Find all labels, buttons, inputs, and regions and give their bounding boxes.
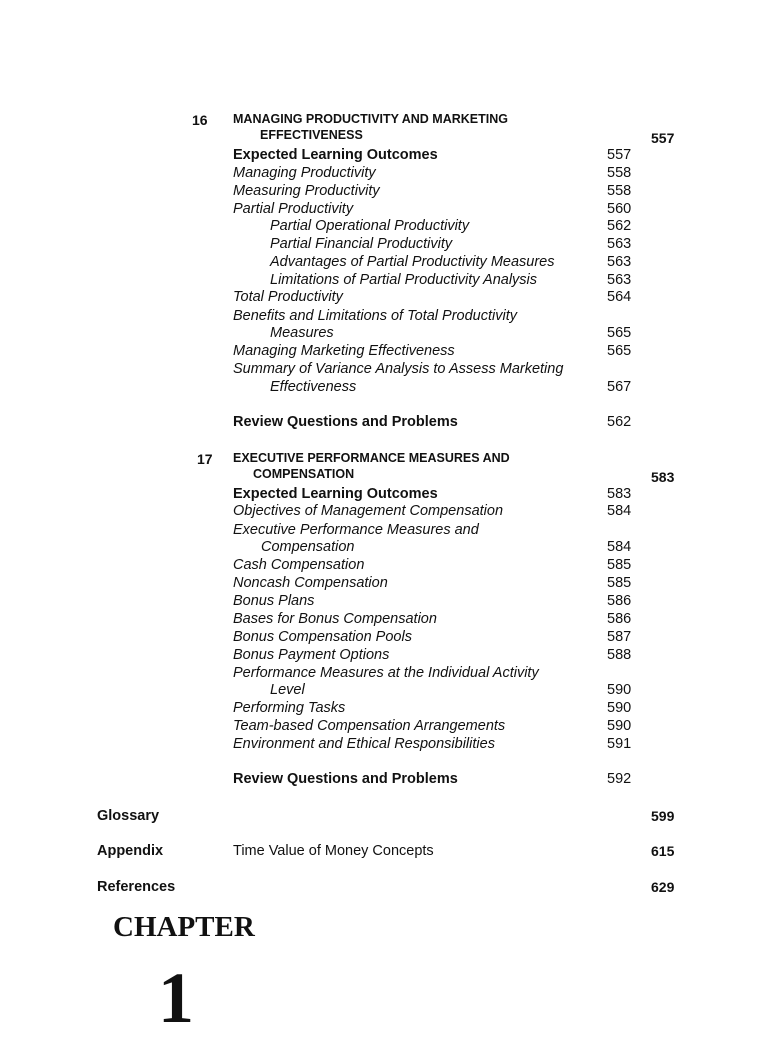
ch16-expected-learning-outcomes-page: 557 [607, 147, 632, 163]
ch16-entry: Partial Productivity [233, 201, 354, 217]
ch17-entry-page: 588 [607, 647, 632, 663]
ch16-review-questions: Review Questions and Problems [233, 414, 458, 430]
ch16-entry: Total Productivity [233, 289, 343, 305]
ch16-subentry: Effectiveness [270, 379, 357, 395]
ch17-entry-page: 586 [607, 611, 632, 627]
chapter-16-number: 16 [192, 112, 208, 128]
ch16-subentry: Limitations of Partial Productivity Analysis [270, 272, 538, 288]
ch16-entry-page: 567 [607, 379, 632, 395]
ch17-entry-page: 587 [607, 629, 632, 645]
ch17-entry-page: 586 [607, 593, 632, 609]
ch17-entry: Bonus Payment Options [233, 647, 390, 663]
glossary-page: 599 [651, 808, 675, 824]
chapter-17-title-line1: EXECUTIVE PERFORMANCE MEASURES AND [233, 451, 510, 465]
ch16-subentry: Advantages of Partial Productivity Measures [270, 254, 555, 270]
ch16-entry: Summary of Variance Analysis to Assess Marketing [233, 361, 564, 377]
ch17-entry-page: 584 [607, 503, 632, 519]
ch17-expected-learning-outcomes: Expected Learning Outcomes [233, 486, 438, 502]
ch16-entry-page: 565 [607, 325, 632, 341]
ch16-entry-page: 562 [607, 218, 632, 234]
ch17-entry: Performing Tasks [233, 700, 346, 716]
ch17-entry: Executive Performance Measures and [233, 522, 479, 538]
ch17-entry: Bonus Plans [233, 593, 315, 609]
ch17-entry-page: 584 [607, 539, 632, 555]
chapter-16-title-line1: MANAGING PRODUCTIVITY AND MARKETING [233, 112, 508, 126]
glossary-label: Glossary [97, 808, 160, 824]
ch16-entry-page: 563 [607, 272, 632, 288]
ch17-entry-page: 590 [607, 682, 632, 698]
ch16-entry-page: 558 [607, 183, 632, 199]
ch16-entry-page: 560 [607, 201, 632, 217]
ch17-entry: Bases for Bonus Compensation [233, 611, 437, 627]
chapter-16-page: 557 [651, 130, 675, 146]
references-label: References [97, 879, 176, 895]
appendix-label: Appendix [97, 843, 164, 859]
ch17-expected-learning-outcomes-page: 583 [607, 486, 632, 502]
ch16-subentry: Measures [270, 325, 334, 341]
ch17-entry: Noncash Compensation [233, 575, 388, 591]
ch17-subentry: Compensation [261, 539, 355, 555]
chapter-17-page: 583 [651, 469, 675, 485]
ch17-entry-page: 591 [607, 736, 632, 752]
ch16-entry-page: 563 [607, 236, 632, 252]
ch17-entry: Bonus Compensation Pools [233, 629, 412, 645]
ch17-entry: Team-based Compensation Arrangements [233, 718, 506, 734]
chapter-heading-word: CHAPTER [113, 911, 255, 943]
appendix-page: 615 [651, 843, 675, 859]
ch17-entry: Objectives of Management Compensation [233, 503, 504, 519]
ch16-review-questions-page: 562 [607, 414, 632, 430]
ch16-entry-page: 563 [607, 254, 632, 270]
ch17-entry: Environment and Ethical Responsibilities [233, 736, 495, 752]
ch17-entry-page: 590 [607, 718, 632, 734]
ch17-entry-page: 585 [607, 557, 632, 573]
ch16-entry-page: 565 [607, 343, 632, 359]
ch16-expected-learning-outcomes: Expected Learning Outcomes [233, 147, 438, 163]
ch17-entry: Performance Measures at the Individual Activity [233, 665, 539, 681]
ch16-entry: Measuring Productivity [233, 183, 380, 199]
ch17-entry: Cash Compensation [233, 557, 365, 573]
ch16-entry: Benefits and Limitations of Total Productivity [233, 308, 517, 324]
references-page: 629 [651, 879, 675, 895]
ch16-entry-page: 558 [607, 165, 632, 181]
chapter-heading-number: 1 [158, 958, 194, 1038]
chapter-17-title-line2: COMPENSATION [253, 467, 355, 481]
ch17-entry-page: 585 [607, 575, 632, 591]
chapter-17-number: 17 [197, 451, 213, 467]
ch16-entry-page: 564 [607, 289, 632, 305]
ch16-subentry: Partial Operational Productivity [270, 218, 470, 234]
ch17-review-questions: Review Questions and Problems [233, 771, 458, 787]
ch16-entry: Managing Productivity [233, 165, 376, 181]
appendix-description: Time Value of Money Concepts [233, 843, 434, 859]
chapter-16-title-line2: EFFECTIVENESS [260, 128, 363, 142]
ch17-subentry: Level [270, 682, 305, 698]
ch16-entry: Managing Marketing Effectiveness [233, 343, 455, 359]
ch17-review-questions-page: 592 [607, 771, 632, 787]
ch16-subentry: Partial Financial Productivity [270, 236, 453, 252]
ch17-entry-page: 590 [607, 700, 632, 716]
